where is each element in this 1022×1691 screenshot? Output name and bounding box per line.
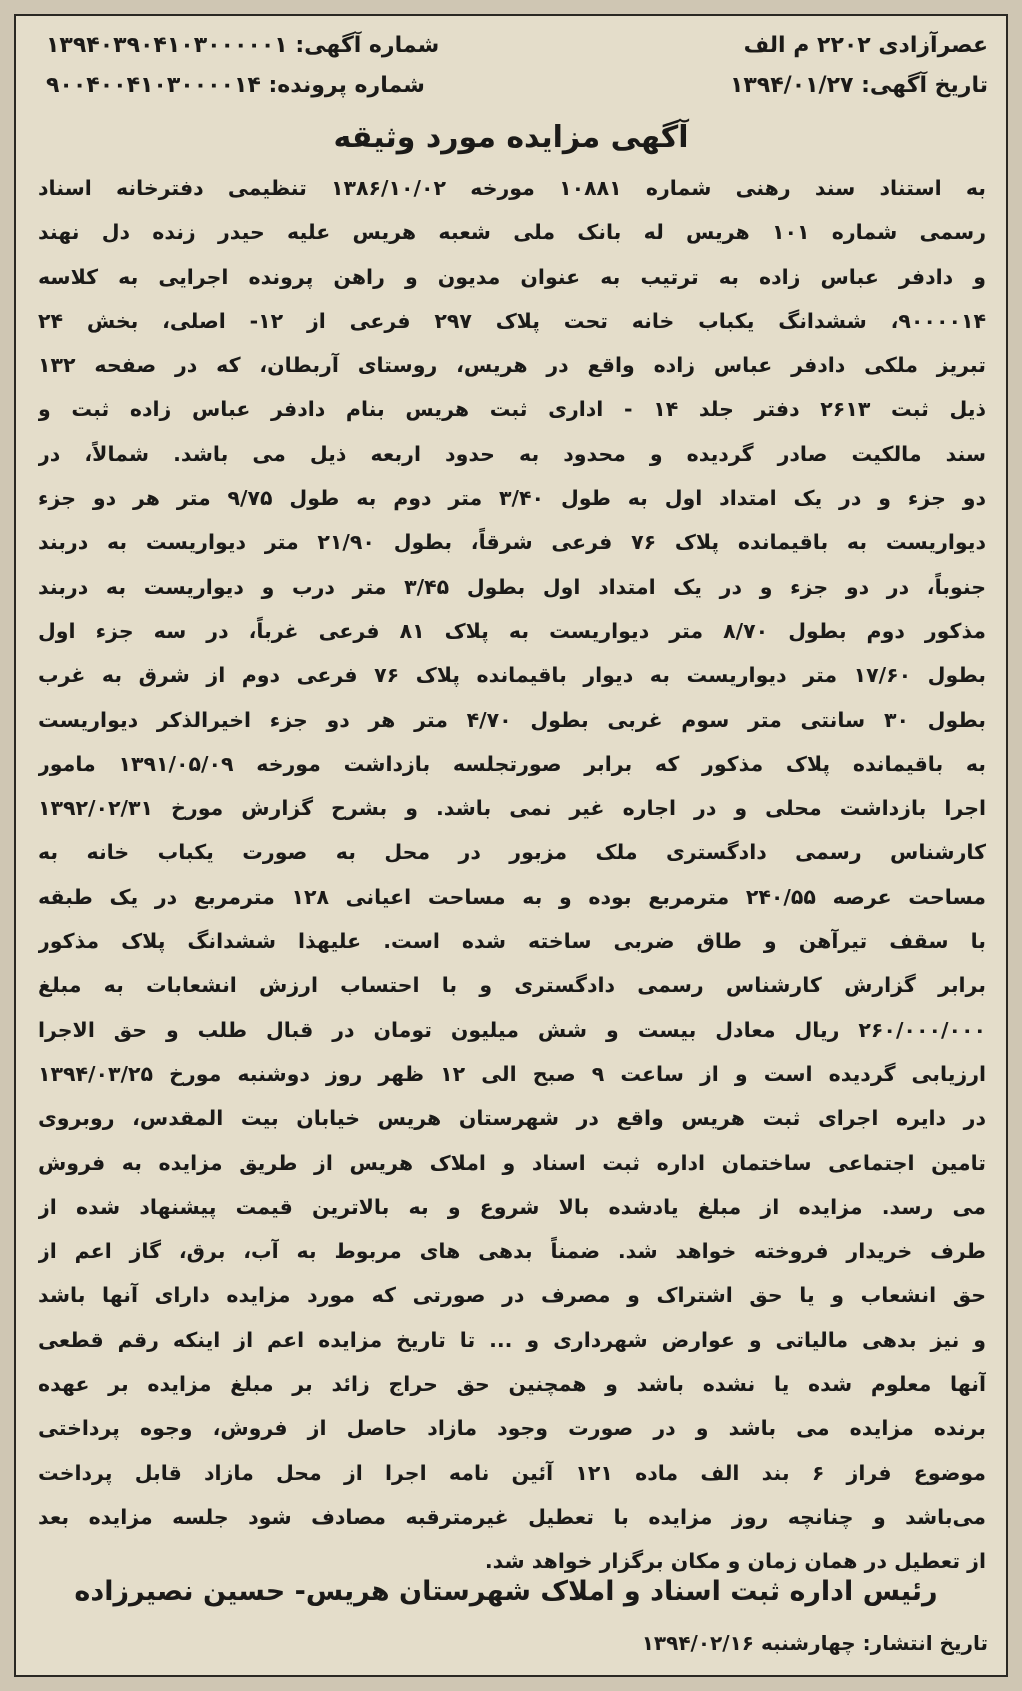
body-line: می رسد. مزایده از مبلغ یادشده بالا شروع و به بالاترین قیمت پیشنهاد شده از — [38, 1194, 986, 1219]
body-line: مساحت عرصه ۲۴۰/۵۵ مترمربع بوده و به مساحت اعیانی ۱۲۸ مترمربع در یک طبقه — [38, 884, 986, 909]
body-line: برابر گزارش کارشناس رسمی دادگستری و با احتساب ارزش انشعابات به مبلغ — [38, 973, 986, 998]
body-line: می‌باشد و چنانچه روز مزایده با تعطیل غیرمترقبه مصادف شود جلسه مزایده بعد — [38, 1504, 986, 1529]
body-line: سند مالکیت صادر گردیده و محدود به حدود اربعه ذیل می باشد. شمالاً، در — [38, 441, 986, 466]
body-line: برنده مزایده می باشد و در صورت وجود مازاد حاصل از فروش، وجوه پرداختی — [38, 1416, 986, 1441]
body-line: به استناد سند رهنی شماره ۱۰۸۸۱ مورخه ۱۳۸۶/۱۰/۰۲ تنظیمی دفترخانه اسناد — [38, 176, 986, 200]
body-line: در دایره اجرای ثبت هریس واقع در شهرستان هریس خیابان بیت المقدس، روبروی — [38, 1106, 986, 1131]
publish-date: تاریخ انتشار: چهارشنبه ۱۳۹۴/۰۲/۱۶ — [641, 1631, 988, 1655]
body-line: به باقیمانده پلاک مذکور که برابر صورتجلسه بازداشت مورخه ۱۳۹۱/۰۵/۰۹ مامور — [38, 751, 986, 776]
body-line: کارشناس رسمی دادگستری ملک مزبور در محل به صورت یکباب خانه به — [38, 840, 986, 865]
body-line: حق انشعاب و یا حق اشتراک و مصرف در صورتی که مورد مزایده دارای آنها باشد — [38, 1283, 986, 1308]
body-line: و دادفر عباس زاده به ترتیب به عنوان مدیون و راهن پرونده اجرایی به کلاسه — [38, 264, 986, 289]
signature-line: رئیس اداره ثبت اسناد و املاک شهرستان هریس- حسین نصیرزاده — [74, 1576, 938, 1607]
body-line: تبریز ملکی دادفر عباس زاده واقع در هریس، روستای آربطان، که در صفحه ۱۳۲ — [38, 353, 986, 378]
body-line: ۹۰۰۰۰۱۴، ششدانگ یکباب خانه تحت پلاک ۲۹۷ فرعی از ۱۲- اصلی، بخش ۲۴ — [38, 308, 986, 333]
body-line: ارزیابی گردیده است و از ساعت ۹ صبح الی ۱۲ ظهر روز دوشنبه مورخ ۱۳۹۴/۰۳/۲۵ — [38, 1061, 986, 1086]
body-line: بطول ۱۷/۶۰ متر دیواریست به دیوار باقیمانده پلاک ۷۶ فرعی دوم از شرق به غرب — [38, 663, 986, 688]
ad-number: شماره آگهی: ۱۳۹۴۰۳۹۰۴۱۰۳۰۰۰۰۰۱ — [46, 33, 440, 58]
body-line: تامین اجتماعی ساختمان اداره ثبت اسناد و املاک هریس از طریق مزایده به فروش — [38, 1150, 986, 1175]
body-line: و نیز بدهی مالیاتی و عوارض شهرداری و ... تا تاریخ مزایده اعم از اینکه رقم قطعی — [38, 1327, 986, 1352]
body-line: آنها معلوم شده یا نشده باشد و همچنین حق حراج زائد بر مبلغ مزایده بر عهده — [38, 1372, 986, 1397]
body-line: موضوع فراز ۶ بند الف ماده ۱۲۱ آئین نامه اجرا از محل مازاد قابل پرداخت — [38, 1460, 986, 1485]
body-line: ذیل ثبت ۲۶۱۳ دفتر جلد ۱۴ - اداری ثبت هریس بنام دادفر عباس زاده ثبت و — [38, 397, 986, 422]
body-line: جنوباً، در دو جزء و در یک امتداد اول بطول ۳/۴۵ متر درب و دیواریست به دربند — [38, 574, 986, 599]
body-line: رسمی شماره ۱۰۱ هریس له بانک ملی شعبه هریس علیه حیدر زنده دل نهند — [38, 220, 986, 245]
ad-title: آگهی مزایده مورد وثیقه — [333, 120, 689, 155]
newspaper-clipping — [14, 14, 1008, 1677]
file-number: شماره پرونده: ۹۰۰۴۰۰۴۱۰۳۰۰۰۰۱۴ — [46, 73, 425, 98]
body-line: دیواریست به باقیمانده پلاک ۷۶ فرعی شرقاً، بطول ۲۱/۹۰ متر دیواریست به دربند — [38, 530, 986, 555]
body-line: بطول ۳۰ سانتی متر سوم غربی بطول ۴/۷۰ متر هر دو جزء اخیرالذکر دیواریست — [38, 707, 986, 732]
newspaper-reference: عصرآزادی ۲۲۰۲ م الف — [743, 33, 988, 58]
body-line: طرف خریدار فروخته خواهد شد. ضمناً بدهی های مربوط به آب، برق، گاز اعم از — [38, 1239, 986, 1264]
body-line: با سقف تیرآهن و طاق ضربی ساخته شده است. علیهذا ششدانگ پلاک مذکور — [38, 929, 986, 954]
body-line: ۲۶۰/۰۰۰/۰۰۰ ریال معادل بیست و شش میلیون تومان در قبال طلب و حق الاجرا — [38, 1017, 986, 1042]
body-line: دو جزء و در یک امتداد اول به طول ۳/۴۰ متر دوم به طول ۹/۷۵ متر هر دو جزء — [38, 486, 986, 511]
body-line: مذکور دوم بطول ۸/۷۰ متر دیواریست به پلاک ۸۱ فرعی غرباً، در سه جزء اول — [38, 618, 986, 643]
body-line: از تعطیل در همان زمان و مکان برگزار خواهد شد. — [484, 1549, 986, 1574]
ad-body-text — [38, 166, 986, 1584]
ad-date: تاریخ آگهی: ۱۳۹۴/۰۱/۲۷ — [729, 73, 988, 98]
body-line: اجرا بازداشت محلی و در اجاره غیر نمی باشد. و بشرح گزارش مورخ ۱۳۹۲/۰۲/۳۱ — [38, 796, 986, 821]
ad-header — [46, 26, 988, 116]
